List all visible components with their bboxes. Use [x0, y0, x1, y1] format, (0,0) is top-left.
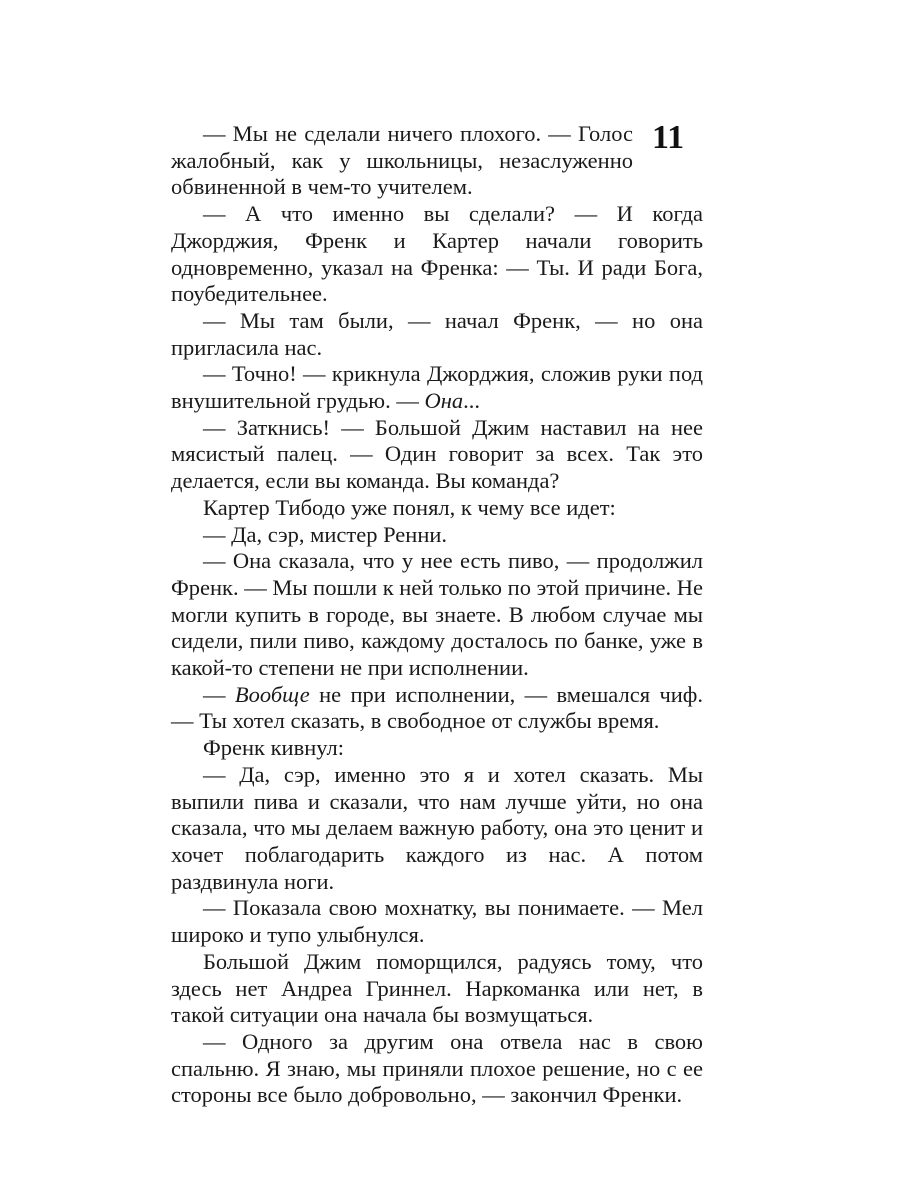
- paragraph: Большой Джим поморщился, радуясь тому, что здесь нет Андреа Гриннел. Наркоманка или нет, в такой ситуации она начала бы возмущаться.: [171, 948, 703, 1028]
- paragraph: — Да, сэр, мистер Ренни.: [203, 521, 448, 547]
- paragraph: — Она сказала, что у нее есть пиво, — продолжил Френк. — Мы пошли к ней только по этой причине. Не могли купить в городе, вы знаете. В любом случае мы сидели, пили пиво, каждому досталось по банке, уже в какой-то степени не при исполнении.: [171, 548, 703, 681]
- paragraph: — Показала свою мохнатку, вы понимаете. — Мел широко и тупо улыбнулся.: [171, 895, 703, 948]
- paragraph: Картер Тибодо уже понял, к чему все идет:: [203, 494, 616, 520]
- paragraph: — Мы там были, — начал Френк, — но она пригласила нас.: [171, 307, 703, 360]
- paragraph: — Заткнись! — Большой Джим наставил на нее мясистый палец. — Один говорит за всех. Так это делается, если вы команда. Вы команда?: [171, 414, 703, 494]
- paragraph: — Мы не сделали ничего плохого. — Голос жалобный, как у школьницы, незаслуженно обвиненной в чем-то учителем.: [171, 121, 633, 200]
- paragraph: — Одного за другим она отвела нас в свою спальню. Я знаю, мы приняли плохое решение, но с ее стороны все было добровольно, — закончил Френки.: [171, 1028, 703, 1108]
- paragraph: — Да, сэр, именно это я и хотел сказать. Мы выпили пива и сказали, что нам лучше уйти, но она сказала, что мы делаем важную работу, она это ценит и хочет поблагодарить каждого из нас. А потом раздвинула ноги.: [171, 761, 703, 894]
- paragraph: [171, 361, 703, 414]
- page-number: 11: [652, 119, 685, 156]
- paragraph-text: ...: [463, 388, 481, 414]
- emphasis-text: Вообще: [234, 681, 310, 707]
- paragraph: [171, 682, 703, 735]
- emphasis-text: Она: [424, 388, 464, 414]
- body-text: [171, 121, 703, 1109]
- paragraph: Френк кивнул:: [203, 735, 344, 761]
- paragraph: — А что именно вы сделали? — И когда Джорджия, Френк и Картер начали говорить одновременно, указал на Френка: — Ты. И ради Бога, поубедительнее.: [171, 201, 703, 307]
- paragraph-text: не при исполнении, — вмешался чиф. — Ты хотел сказать, в свободное от службы время.: [171, 681, 704, 734]
- paragraph-text: —: [203, 681, 235, 707]
- paragraph-text: — Точно! — крикнула Джорджия, сложив руки под внушительной грудью. —: [171, 361, 703, 414]
